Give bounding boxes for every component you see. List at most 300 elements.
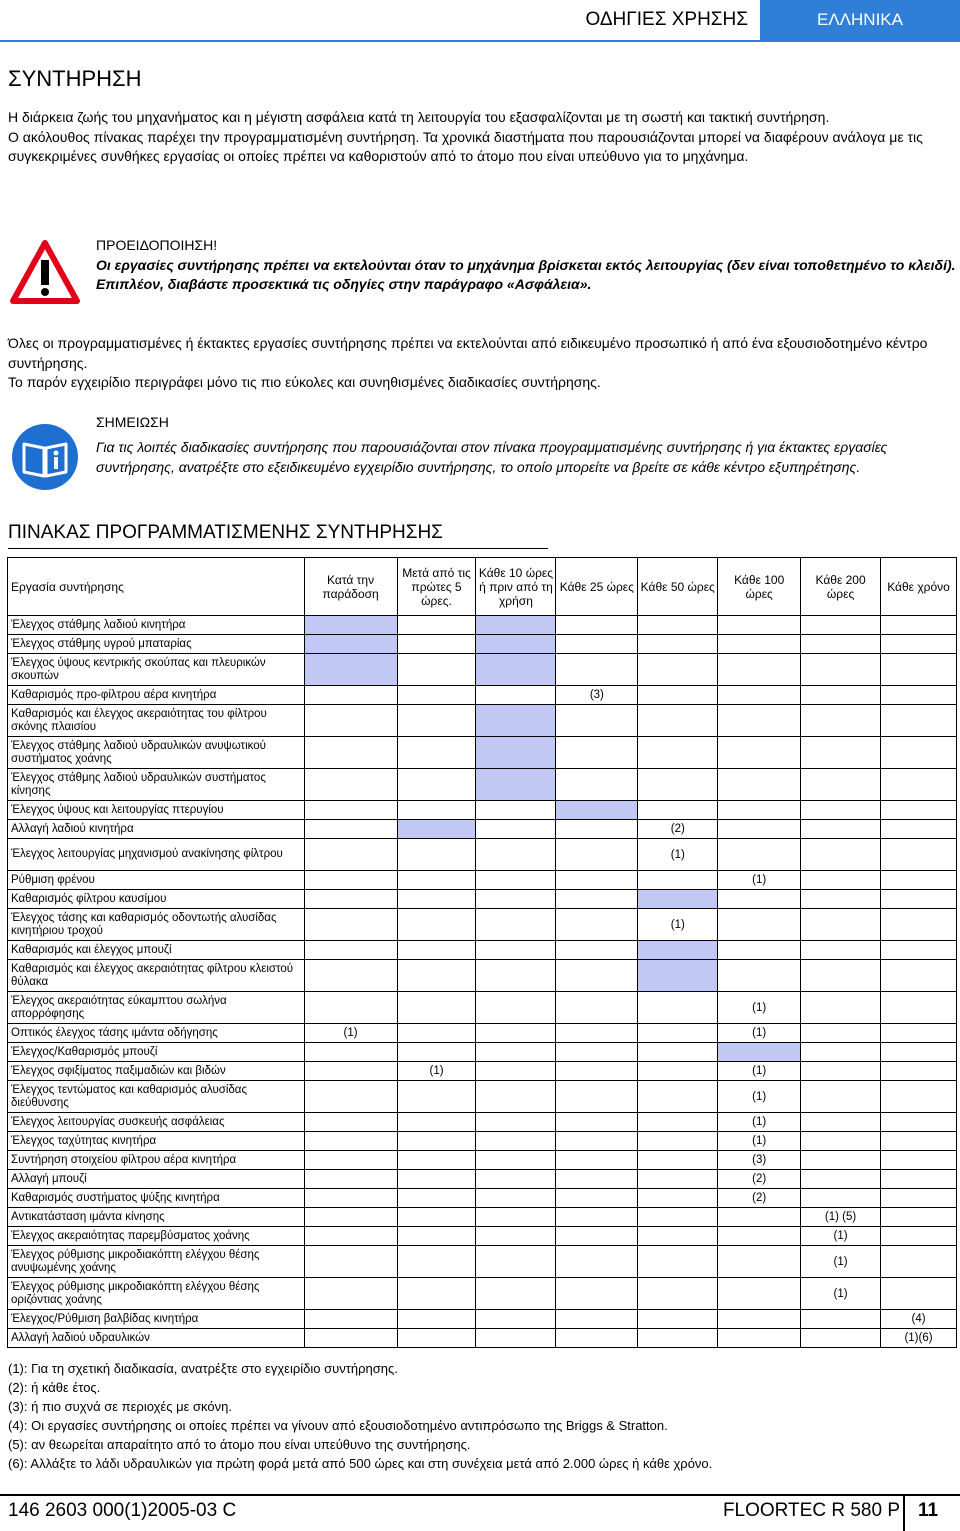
empty-cell [638,705,718,737]
table-row [8,705,957,737]
empty-cell [556,1329,638,1348]
column-header-interval: Κάθε 50 ώρες [638,558,718,616]
empty-cell [881,1113,957,1132]
empty-cell [638,769,718,801]
empty-cell [397,1024,476,1043]
empty-cell [638,1062,718,1081]
scheduled-cell [638,941,718,960]
note-cell: (1) [397,1062,476,1081]
empty-cell [556,909,638,941]
empty-cell [801,839,881,871]
task-cell: Αλλαγή λαδιού υδραυλικών [8,1329,305,1348]
empty-cell [881,839,957,871]
column-header-interval: Κάθε 200 ώρες [801,558,881,616]
task-cell: Έλεγχος ακεραιότητας παρεμβύσματος χοάνης [8,1227,305,1246]
scheduled-cell [556,801,638,820]
empty-cell [476,960,556,992]
column-header-interval: Κάθε χρόνο [881,558,957,616]
empty-cell [801,820,881,839]
note-cell: (1) [304,1024,397,1043]
note-cell: (4) [881,1310,957,1329]
task-cell: Έλεγχος λειτουργίας μηχανισμού ανακίνησης φίλτρου [8,839,305,871]
footnote: (4): Οι εργασίες συντήρησης οι οποίες πρέπει να γίνουν από εξουσιοδοτημένο αντιπρόσωπο της Briggs & Stratton. [8,1418,668,1433]
empty-cell [638,1024,718,1043]
task-cell: Έλεγχος στάθμης υγρού μπαταρίας [8,635,305,654]
scheduled-cell [304,635,397,654]
empty-cell [397,1278,476,1310]
empty-cell [638,1227,718,1246]
empty-cell [881,1246,957,1278]
task-cell: Έλεγχος/Ρύθμιση βαλβίδας κινητήρα [8,1310,305,1329]
empty-cell [556,654,638,686]
empty-cell [718,941,801,960]
footer-doc-code: 146 2603 000(1)2005-03 C [8,1500,237,1521]
empty-cell [476,1024,556,1043]
empty-cell [638,1246,718,1278]
empty-cell [476,992,556,1024]
empty-cell [397,1189,476,1208]
empty-cell [397,890,476,909]
empty-cell [638,801,718,820]
table-row [8,941,957,960]
note-cell: (1) [718,1024,801,1043]
empty-cell [476,941,556,960]
empty-cell [304,1189,397,1208]
empty-cell [304,1170,397,1189]
task-cell: Έλεγχος στάθμης λαδιού υδραυλικών συστήματος κίνησης [8,769,305,801]
table-row [8,1208,957,1227]
empty-cell [476,820,556,839]
empty-cell [801,1024,881,1043]
empty-cell [881,890,957,909]
empty-cell [718,801,801,820]
note-cell: (1) [801,1227,881,1246]
empty-cell [801,654,881,686]
empty-cell [476,1189,556,1208]
empty-cell [556,839,638,871]
note-cell: (2) [718,1170,801,1189]
empty-cell [556,1151,638,1170]
empty-cell [304,960,397,992]
table-row [8,1189,957,1208]
task-cell: Έλεγχος ρύθμισης μικροδιακόπτη ελέγχου θέσης ανυψωμένης χοάνης [8,1246,305,1278]
empty-cell [801,1132,881,1151]
empty-cell [801,1043,881,1062]
empty-cell [801,1113,881,1132]
table-row [8,909,957,941]
warning-text-2: Επιπλέον, διαβάστε προσεκτικά τις οδηγίες στην παράγραφο «Ασφάλεια». [96,276,592,292]
empty-cell [801,909,881,941]
task-cell: Οπτικός έλεγχος τάσης ιμάντα οδήγησης [8,1024,305,1043]
column-header-interval: Κάθε 25 ώρες [556,558,638,616]
note-cell: (1) [718,871,801,890]
empty-cell [556,1024,638,1043]
empty-cell [718,686,801,705]
empty-cell [801,1081,881,1113]
task-cell: Έλεγχος τεντώματος και καθαρισμός αλυσίδας διεύθυνσης [8,1081,305,1113]
empty-cell [397,1113,476,1132]
scheduled-cell [476,635,556,654]
task-cell: Καθαρισμός προ-φίλτρου αέρα κινητήρα [8,686,305,705]
empty-cell [476,1170,556,1189]
empty-cell [304,871,397,890]
empty-cell [304,737,397,769]
empty-cell [476,909,556,941]
table-row [8,616,957,635]
empty-cell [476,1227,556,1246]
empty-cell [304,1132,397,1151]
empty-cell [718,635,801,654]
empty-cell [638,1043,718,1062]
empty-cell [304,1227,397,1246]
empty-cell [801,686,881,705]
warning-block [96,236,956,295]
task-cell: Έλεγχος ύψους κεντρικής σκούπας και πλευρικών σκουπών [8,654,305,686]
note-cell: (1) [638,839,718,871]
empty-cell [556,1227,638,1246]
empty-cell [397,839,476,871]
empty-cell [556,820,638,839]
table-row [8,1329,957,1348]
empty-cell [638,635,718,654]
empty-cell [801,1310,881,1329]
empty-cell [304,705,397,737]
page-header [585,0,960,40]
footer-separator [903,1496,905,1531]
empty-cell [397,960,476,992]
scheduled-cell [638,890,718,909]
empty-cell [304,1043,397,1062]
empty-cell [397,1227,476,1246]
empty-cell [476,1113,556,1132]
empty-cell [881,801,957,820]
empty-cell [304,1278,397,1310]
empty-cell [556,616,638,635]
empty-cell [397,992,476,1024]
header-divider [0,40,960,42]
table-row [8,1310,957,1329]
empty-cell [556,769,638,801]
task-cell: Έλεγχος στάθμης λαδιού κινητήρα [8,616,305,635]
table-row [8,1246,957,1278]
table-row [8,1132,957,1151]
table-row [8,839,957,871]
scheduled-cell [476,616,556,635]
empty-cell [397,635,476,654]
empty-cell [881,705,957,737]
column-header-interval: Μετά από τις πρώτες 5 ώρες. [397,558,476,616]
body-line-2: Το παρόν εγχειρίδιο περιγράφει μόνο τις πιο εύκολες και συνηθισμένες διαδικασίες συντήρησης. [8,374,601,390]
empty-cell [718,820,801,839]
intro-paragraph [8,108,956,167]
empty-cell [476,1246,556,1278]
empty-cell [304,941,397,960]
empty-cell [397,1132,476,1151]
empty-cell [476,1043,556,1062]
empty-cell [638,1081,718,1113]
empty-cell [556,1132,638,1151]
empty-cell [556,1189,638,1208]
footer-model: FLOORTEC R 580 P [722,1500,900,1521]
note-cell: (1) [718,1132,801,1151]
empty-cell [881,820,957,839]
empty-cell [638,1208,718,1227]
empty-cell [476,1132,556,1151]
footnote: (5): αν θεωρείται απαραίτητο από το άτομο που είναι υπεύθυνο της συντήρησης. [8,1437,471,1452]
warning-triangle-icon [10,240,80,304]
task-cell: Καθαρισμός φίλτρου καυσίμου [8,890,305,909]
scheduled-cell [304,616,397,635]
empty-cell [718,1246,801,1278]
empty-cell [397,871,476,890]
task-cell: Αντικατάσταση ιμάντα κίνησης [8,1208,305,1227]
task-cell: Καθαρισμός και έλεγχος μπουζί [8,941,305,960]
warning-heading: ΠΡΟΕΙΔΟΠΟΙΗΣΗ! [96,237,218,253]
empty-cell [881,1043,957,1062]
task-cell: Έλεγχος ύψους και λειτουργίας πτερυγίου [8,801,305,820]
scheduled-cell [476,737,556,769]
table-row [8,654,957,686]
table-row [8,1081,957,1113]
note-cell: (1) [718,992,801,1024]
empty-cell [718,909,801,941]
scheduled-cell [397,820,476,839]
table-row [8,635,957,654]
empty-cell [397,654,476,686]
empty-cell [304,1329,397,1348]
footnote: (3): ή πιο συχνά σε περιοχές με σκόνη. [8,1399,232,1414]
table-row [8,737,957,769]
maintenance-schedule-table [7,557,957,1348]
empty-cell [718,1310,801,1329]
note-heading: ΣΗΜΕΙΩΣΗ [96,414,169,430]
table-row [8,1043,957,1062]
task-cell: Καθαρισμός και έλεγχος ακεραιότητας του φίλτρου σκόνης πλαισίου [8,705,305,737]
empty-cell [304,769,397,801]
empty-cell [397,1329,476,1348]
empty-cell [476,1062,556,1081]
table-row [8,1024,957,1043]
empty-cell [476,1329,556,1348]
empty-cell [718,705,801,737]
empty-cell [397,737,476,769]
empty-cell [304,686,397,705]
empty-cell [801,960,881,992]
empty-cell [556,1113,638,1132]
note-cell: (3) [556,686,638,705]
empty-cell [556,1246,638,1278]
section-title: ΣΥΝΤΗΡΗΣΗ [8,66,142,91]
empty-cell [476,1208,556,1227]
note-cell: (1) [801,1246,881,1278]
empty-cell [881,1208,957,1227]
empty-cell [718,654,801,686]
empty-cell [881,960,957,992]
empty-cell [397,941,476,960]
empty-cell [556,737,638,769]
empty-cell [397,769,476,801]
intro-line-1: Η διάρκεια ζωής του μηχανήματος και η μέγιστη ασφάλεια κατά τη λειτουργία του εξασφαλίζονται με τη σωστή και τακτική συντήρηση. [8,109,830,125]
table-header-row [8,558,957,616]
scheduled-cell [476,654,556,686]
task-cell: Έλεγχος τάσης και καθαρισμός οδοντωτής αλυσίδας κινητήριου τροχού [8,909,305,941]
empty-cell [638,1278,718,1310]
empty-cell [881,1081,957,1113]
empty-cell [718,890,801,909]
task-cell: Καθαρισμός συστήματος ψύξης κινητήρα [8,1189,305,1208]
task-cell: Αλλαγή λαδιού κινητήρα [8,820,305,839]
empty-cell [638,1329,718,1348]
empty-cell [801,941,881,960]
empty-cell [556,635,638,654]
column-header-task: Εργασία συντήρησης [8,558,305,616]
empty-cell [801,616,881,635]
empty-cell [881,1278,957,1310]
empty-cell [304,1246,397,1278]
table-row [8,1227,957,1246]
empty-cell [801,1189,881,1208]
empty-cell [638,1113,718,1132]
empty-cell [801,890,881,909]
empty-cell [304,890,397,909]
empty-cell [397,1208,476,1227]
note-cell: (1) [718,1062,801,1081]
empty-cell [476,801,556,820]
scheduled-cell [638,960,718,992]
table-row [8,769,957,801]
column-header-interval: Κατά την παράδοση [304,558,397,616]
scheduled-cell [718,1043,801,1062]
table-title: ΠΙΝΑΚΑΣ ΠΡΟΓΡΑΜΜΑΤΙΣΜΕΝΗΣ ΣΥΝΤΗΡΗΣΗΣ [8,522,443,543]
table-row [8,871,957,890]
empty-cell [801,801,881,820]
footnote: (2): ή κάθε έτος. [8,1380,101,1395]
empty-cell [638,1170,718,1189]
empty-cell [476,1151,556,1170]
empty-cell [476,890,556,909]
task-cell: Έλεγχος λειτουργίας συσκευής ασφάλειας [8,1113,305,1132]
empty-cell [556,992,638,1024]
empty-cell [397,1081,476,1113]
empty-cell [556,1170,638,1189]
empty-cell [881,941,957,960]
empty-cell [556,1208,638,1227]
empty-cell [881,1227,957,1246]
empty-cell [801,635,881,654]
empty-cell [718,839,801,871]
empty-cell [556,1081,638,1113]
empty-cell [476,1278,556,1310]
empty-cell [397,616,476,635]
empty-cell [801,992,881,1024]
table-row [8,1151,957,1170]
empty-cell [881,1062,957,1081]
empty-cell [556,871,638,890]
empty-cell [638,1189,718,1208]
task-cell: Ρύθμιση φρένου [8,871,305,890]
table-row [8,1113,957,1132]
empty-cell [881,1189,957,1208]
task-cell: Έλεγχος ρύθμισης μικροδιακόπτη ελέγχου θέσης οριζόντιας χοάνης [8,1278,305,1310]
empty-cell [801,737,881,769]
empty-cell [304,1081,397,1113]
table-row [8,960,957,992]
table-row [8,890,957,909]
header-title: ΟΔΗΓΙΕΣ ΧΡΗΣΗΣ [585,9,748,30]
note-cell: (1) [638,909,718,941]
empty-cell [476,839,556,871]
empty-cell [304,1062,397,1081]
empty-cell [397,705,476,737]
empty-cell [638,1151,718,1170]
empty-cell [397,801,476,820]
scheduled-cell [304,654,397,686]
empty-cell [718,960,801,992]
table-row [8,801,957,820]
empty-cell [476,686,556,705]
empty-cell [304,801,397,820]
header-language-tab: ΕΛΛΗΝΙΚΑ [760,0,960,40]
body-paragraph [8,334,956,393]
empty-cell [718,769,801,801]
intro-line-2: Ο ακόλουθος πίνακας παρέχει την προγραμματισμένη συντήρηση. Τα χρονικά διαστήματα που παρουσιάζονται μπορεί να διαφέρουν ανάλογα με τις συγκεκριμένες συνθήκες εργασίας οι οποίες πρέπει να καθοριστούν από το άτομο που είναι υπεύθυνο για το μηχάνημα. [8,128,923,164]
task-cell: Έλεγχος ταχύτητας κινητήρα [8,1132,305,1151]
empty-cell [881,909,957,941]
empty-cell [881,654,957,686]
empty-cell [881,1170,957,1189]
note-cell: (1) (5) [801,1208,881,1227]
empty-cell [718,1227,801,1246]
empty-cell [881,769,957,801]
empty-cell [638,1132,718,1151]
table-row [8,1170,957,1189]
scheduled-cell [476,769,556,801]
empty-cell [801,1170,881,1189]
empty-cell [801,1329,881,1348]
table-row [8,686,957,705]
empty-cell [638,871,718,890]
task-cell: Συντήρηση στοιχείου φίλτρου αέρα κινητήρα [8,1151,305,1170]
empty-cell [556,1310,638,1329]
table-row [8,992,957,1024]
warning-text-1: Οι εργασίες συντήρησης πρέπει να εκτελούνται όταν το μηχάνημα βρίσκεται εκτός λειτουργίας (δεν είναι τοποθετημένο το κλειδί). [96,256,956,273]
note-cell: (1) [718,1113,801,1132]
empty-cell [304,1113,397,1132]
footer-divider [0,1494,960,1496]
empty-cell [881,616,957,635]
empty-cell [881,635,957,654]
empty-cell [801,1151,881,1170]
footnote: (6): Αλλάξτε το λάδι υδραυλικών για πρώτη φορά μετά από 500 ώρες και στη συνέχεια μετά από 2.000 ώρες ή κάθε χρόνο. [8,1456,713,1471]
empty-cell [881,1151,957,1170]
empty-cell [304,1310,397,1329]
empty-cell [556,1278,638,1310]
note-block [96,412,956,478]
empty-cell [801,705,881,737]
table-row [8,1062,957,1081]
note-cell: (1) [718,1081,801,1113]
empty-cell [638,1310,718,1329]
footnotes [8,1359,712,1473]
table-title-underline [8,548,548,549]
empty-cell [556,941,638,960]
empty-cell [718,1208,801,1227]
note-cell: (3) [718,1151,801,1170]
footnote: (1): Για τη σχετική διαδικασία, ανατρέξτε στο εγχειρίδιο συντήρησης. [8,1361,398,1376]
note-cell: (2) [718,1189,801,1208]
scheduled-cell [476,705,556,737]
table-row [8,820,957,839]
